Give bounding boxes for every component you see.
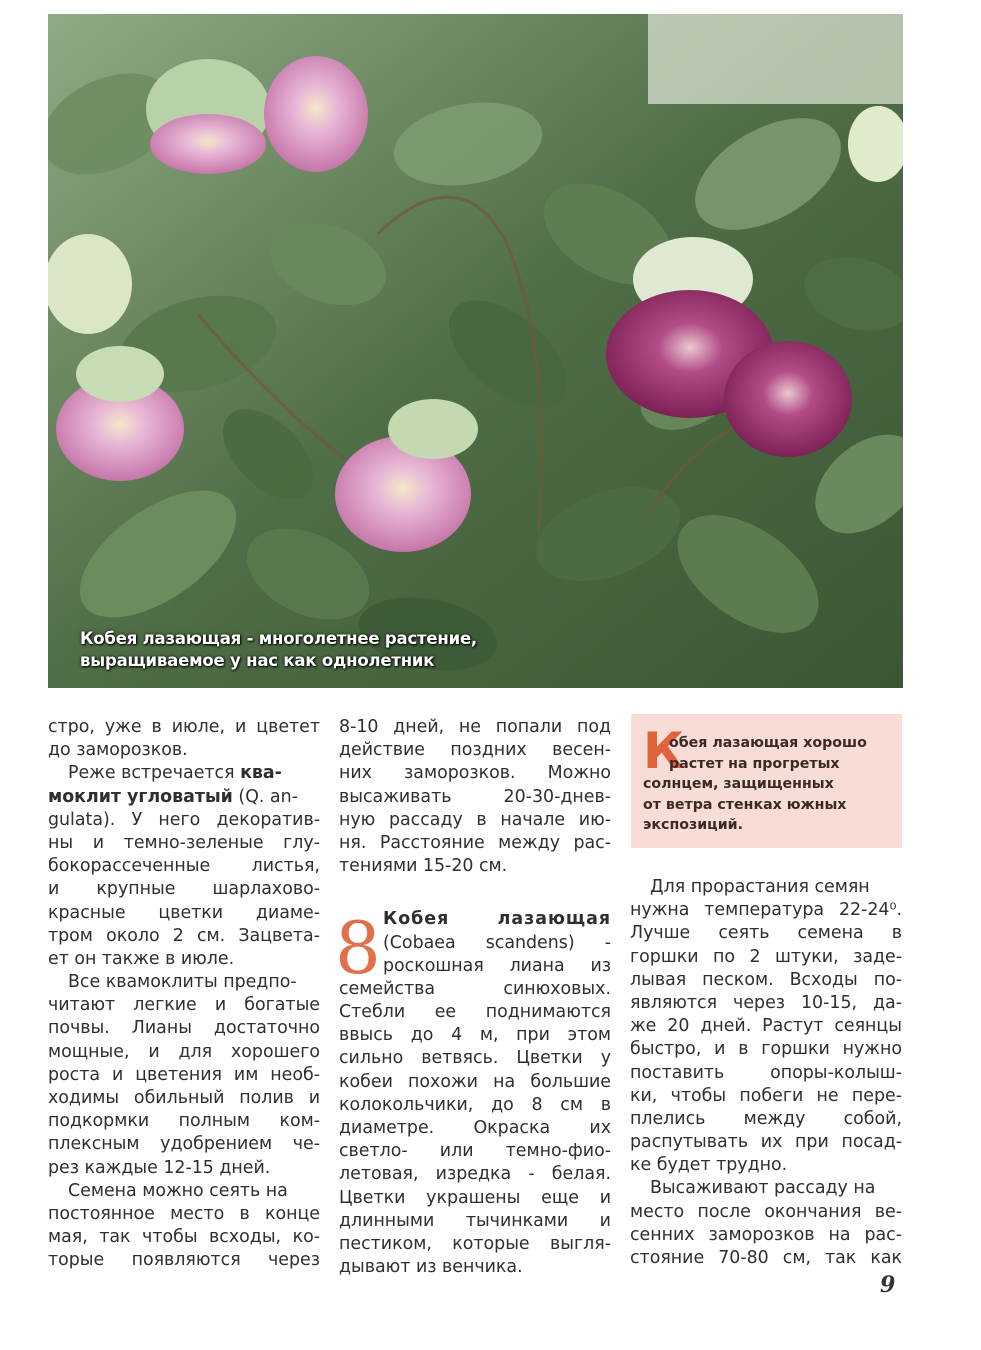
text-line: дывают из венчика.: [339, 1257, 523, 1278]
text-line: летовая, изредка - белая.: [339, 1164, 611, 1185]
text-line: до заморозков.: [48, 740, 188, 761]
sidebar-line: экспозиций.: [643, 817, 743, 833]
text-line: рез каждые 12-15 дней.: [48, 1157, 271, 1178]
text-line: торые появляются через: [48, 1250, 320, 1271]
text-line: светло- или темно-фио-: [339, 1141, 611, 1162]
text-line: же 20 дней. Растут сеянцы: [630, 1016, 902, 1037]
text-line: Семена можно сеять на: [68, 1180, 288, 1201]
tip-sidebar: [631, 714, 902, 848]
text-line: ня. Расстояние между рас-: [339, 832, 611, 853]
text-line: место после окончания ве-: [630, 1201, 902, 1222]
text-line: бокорассеченные листья,: [48, 856, 320, 877]
section-number-dropcap: 8: [335, 906, 381, 991]
text-line: читают легкие и богатые: [48, 995, 320, 1016]
plant-name-bold: ква-: [240, 763, 282, 784]
text-line: стро, уже в июле, и цветет: [48, 717, 320, 737]
text-line: кобеи похожи на большие: [339, 1071, 611, 1092]
text-line: поставить опоры-колыш-: [630, 1062, 902, 1083]
sidebar-initial-capital: К: [643, 722, 684, 780]
text-line: [48, 762, 320, 785]
pink-flower: [264, 56, 368, 172]
text-line: пестиком, которые выгля-: [339, 1233, 611, 1254]
page-number: 9: [880, 1272, 896, 1298]
text-line: ет он также в июле.: [48, 948, 235, 969]
text-line: Высаживают рассаду на: [650, 1178, 876, 1199]
cobaea-photo: [48, 14, 903, 688]
text-fragment: Реже встречается: [68, 763, 241, 784]
text-line: семейства синюховых.: [339, 978, 611, 999]
text-line: мощные, и для хорошего: [48, 1041, 320, 1062]
text-line: стояние 70-80 см, так как: [630, 1248, 902, 1268]
text-line: 8-10 дней, не попали под: [339, 717, 611, 737]
text-line: плексным удобрением че-: [48, 1134, 320, 1155]
text-line: Цветки украшены еще и: [339, 1187, 611, 1208]
text-line: тениями 15-20 см.: [339, 856, 508, 877]
text-line: колокольчики, до 8 см в: [339, 1094, 611, 1115]
text-line: горшки по 2 штуки, заде-: [630, 946, 902, 967]
text-line: Для прорастания семян: [650, 877, 870, 897]
cobaea-section: [335, 906, 611, 1279]
text-line: ходимы обильный полив и: [48, 1088, 320, 1108]
text-line: тром около 2 см. Зацвета-: [48, 925, 320, 946]
text-line: ную рассаду в начале ию-: [339, 809, 611, 830]
text-line: них заморозков. Можно: [339, 763, 611, 784]
photo-caption: [80, 628, 800, 672]
text-fragment: (Q. an-: [232, 786, 298, 807]
section-heading: Кобея лазающая: [383, 909, 611, 930]
text-line: ны и темно-зеленые глу-: [48, 832, 320, 853]
text-line: нужна температура 22-24⁰.: [630, 900, 902, 921]
text-line: сильно ветвясь. Цветки у: [339, 1048, 611, 1069]
sidebar-line: обея лазающая хорошо: [669, 735, 867, 751]
text-line: быстро, и в горшки нужно: [630, 1039, 902, 1060]
text-line: (Cobaea scandens) -: [383, 932, 611, 953]
text-line: сенних заморозков на рас-: [630, 1224, 902, 1245]
text-line: Все квамоклиты предпо-: [68, 972, 297, 993]
text-line: мая, так чтобы всходы, ко-: [48, 1227, 320, 1248]
text-line: плелись между собой,: [630, 1108, 902, 1129]
text-line: ке будет трудно.: [630, 1155, 788, 1176]
text-line: являются через 10-15, да-: [630, 992, 902, 1013]
text-line: диаметре. Окраска их: [339, 1118, 611, 1138]
photo-caption-line: выращиваемое у нас как однолетник: [80, 651, 435, 670]
text-line: ввысь до 4 м, при этом: [339, 1025, 611, 1046]
text-column-3: [630, 876, 902, 1270]
text-line: красные цветки диаме-: [48, 902, 320, 923]
text-line: распутывать их при посад-: [630, 1132, 902, 1153]
text-line: Стебли ее поднимаются: [339, 1002, 611, 1023]
text-column-2: [335, 716, 611, 1279]
text-line: gulata). У него декоратив-: [48, 809, 320, 830]
sidebar-line: солнцем, защищенных: [643, 776, 834, 792]
sidebar-line: от ветра стенках южных: [643, 796, 847, 813]
text-line: лывая песком. Всходы по-: [630, 969, 902, 990]
text-line: длинными тычинками и: [339, 1210, 611, 1231]
cobaea-photo-image: [48, 14, 903, 688]
text-line: и крупные шарлахово-: [48, 879, 320, 900]
text-line: Лучше сеять семена в: [630, 923, 902, 944]
sidebar-text: [643, 733, 895, 836]
sidebar-line: растет на прогретых: [669, 755, 840, 772]
pink-flower: [146, 59, 270, 174]
text-line: почвы. Лианы достаточно: [48, 1018, 320, 1039]
text-line: роста и цветения им необ-: [48, 1064, 320, 1085]
text-line: высаживать 20-30-днев-: [339, 786, 611, 807]
text-column-1: [48, 716, 320, 1273]
text-line: постоянное место в конце: [48, 1203, 320, 1224]
text-line: [48, 786, 320, 809]
text-line: подкормки полным ком-: [48, 1111, 320, 1132]
text-line: действие поздних весен-: [339, 740, 611, 761]
photo-caption-line: Кобея лазающая - многолетнее растение,: [80, 629, 478, 648]
text-line: роскошная лиана из: [383, 955, 611, 976]
plant-name-bold: моклит угловатый: [48, 786, 233, 807]
text-line: ки, чтобы побеги не пере-: [630, 1085, 902, 1106]
purple-flower: [724, 341, 852, 457]
